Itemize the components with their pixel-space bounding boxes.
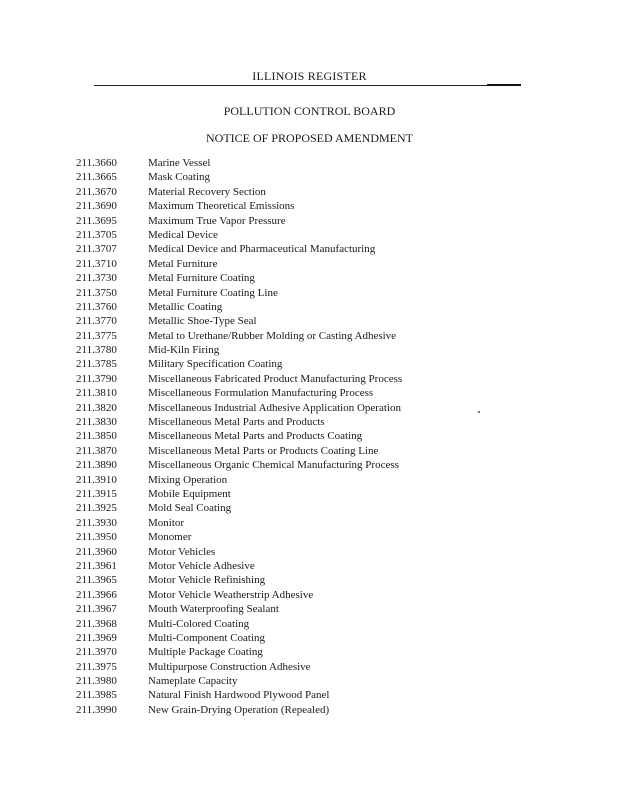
section-number: 211.3790 [76, 372, 117, 385]
section-number: 211.3910 [76, 473, 117, 486]
definition-row [76, 429, 496, 443]
definition-row [76, 645, 496, 659]
definition-row [76, 444, 496, 458]
definition-row [76, 688, 496, 702]
section-number: 211.3969 [76, 631, 117, 644]
definition-row [76, 199, 496, 213]
scan-speck [478, 411, 480, 413]
section-number: 211.3695 [76, 214, 117, 227]
definition-term: Mask Coating [148, 171, 211, 184]
section-number: 211.3710 [76, 257, 117, 270]
definition-row [76, 386, 496, 400]
section-number: 211.3770 [76, 315, 117, 328]
section-number: 211.3930 [76, 516, 117, 529]
definition-row [76, 573, 496, 587]
section-number: 211.3975 [76, 660, 117, 673]
section-number: 211.3870 [76, 444, 117, 457]
section-number: 211.3950 [76, 531, 117, 544]
definition-term: Mid-Kiln Firing [148, 344, 220, 357]
header-rule [94, 85, 487, 86]
definition-term: Multi-Colored Coating [148, 617, 250, 630]
definition-row [76, 703, 496, 717]
section-number: 211.3670 [76, 185, 117, 198]
definition-term: Mold Seal Coating [148, 502, 232, 515]
definition-term: Maximum True Vapor Pressure [148, 214, 286, 227]
definition-row [76, 286, 496, 300]
definition-row [76, 473, 496, 487]
section-number: 211.3961 [76, 559, 117, 572]
definition-term: Motor Vehicle Adhesive [148, 559, 255, 572]
section-number: 211.3985 [76, 689, 117, 702]
definition-term: Miscellaneous Metal Parts or Products Coating Line [148, 444, 379, 457]
definition-row [76, 372, 496, 386]
definition-row [76, 631, 496, 645]
definition-row [76, 329, 496, 343]
section-number: 211.3890 [76, 459, 117, 472]
definition-term: Multiple Package Coating [148, 646, 263, 659]
definition-term: Material Recovery Section [148, 185, 266, 198]
definition-row [76, 617, 496, 631]
definition-term: Military Specification Coating [148, 358, 283, 371]
definition-term: Marine Vessel [148, 157, 211, 169]
definition-term: Metal Furniture Coating Line [148, 286, 278, 299]
definition-row [76, 602, 496, 616]
section-number: 211.3780 [76, 344, 117, 357]
definition-row [76, 343, 496, 357]
definition-row [76, 545, 496, 559]
definition-row [76, 242, 496, 256]
definition-term: Motor Vehicle Weatherstrip Adhesive [148, 588, 314, 601]
definition-row [76, 415, 496, 429]
definition-term: Metal Furniture [148, 257, 218, 270]
definition-term: Motor Vehicle Refinishing [148, 574, 266, 587]
definition-row [76, 214, 496, 228]
definition-row [76, 501, 496, 515]
definition-row [76, 314, 496, 328]
section-number: 211.3810 [76, 387, 117, 400]
section-number: 211.3690 [76, 200, 117, 213]
definition-term: Mouth Waterproofing Sealant [148, 603, 279, 616]
definition-term: Miscellaneous Metal Parts and Products [148, 416, 325, 429]
definition-term: Metal Furniture Coating [148, 272, 255, 285]
definition-term: Monomer [148, 531, 192, 544]
definition-term: Miscellaneous Fabricated Product Manufacturing Process [148, 372, 403, 385]
agency-name: POLLUTION CONTROL BOARD [223, 104, 396, 118]
section-number: 211.3980 [76, 675, 117, 688]
section-number: 211.3850 [76, 430, 117, 443]
section-number: 211.3665 [76, 171, 117, 184]
section-number: 211.3760 [76, 300, 117, 313]
definition-term: Medical Device [148, 228, 218, 241]
definition-row [76, 228, 496, 242]
section-number: 211.3966 [76, 588, 117, 601]
definition-term: Metallic Shoe-Type Seal [148, 315, 257, 328]
section-number: 211.3730 [76, 272, 117, 285]
definition-row [76, 487, 496, 501]
section-number: 211.3660 [76, 157, 117, 169]
definition-row [76, 170, 496, 184]
definition-term: Metal to Urethane/Rubber Molding or Casting Adhesive [148, 329, 397, 342]
register-title: ILLINOIS REGISTER [252, 69, 367, 83]
section-number: 211.3707 [76, 243, 117, 256]
definition-term: Medical Device and Pharmaceutical Manufacturing [148, 243, 376, 256]
section-number: 211.3705 [76, 228, 117, 241]
header-rule-thick [487, 84, 521, 86]
definition-term: Nameplate Capacity [148, 675, 238, 688]
definitions-list [76, 156, 496, 717]
definition-term: Maximum Theoretical Emissions [148, 200, 295, 213]
definition-row [76, 156, 496, 170]
section-number: 211.3830 [76, 416, 117, 429]
definition-term: Multipurpose Construction Adhesive [148, 660, 311, 673]
definition-term: Mixing Operation [148, 473, 228, 486]
section-number: 211.3915 [76, 487, 117, 500]
section-number: 211.3925 [76, 502, 117, 515]
section-number: 211.3965 [76, 574, 117, 587]
definition-row [76, 530, 496, 544]
section-number: 211.3820 [76, 401, 117, 414]
definition-row [76, 185, 496, 199]
definition-row [76, 357, 496, 371]
definition-row [76, 300, 496, 314]
section-number: 211.3960 [76, 545, 117, 558]
definition-row [76, 458, 496, 472]
section-number: 211.3775 [76, 329, 117, 342]
definition-term: Natural Finish Hardwood Plywood Panel [148, 689, 330, 702]
definition-term: Multi-Component Coating [148, 631, 266, 644]
definition-term: Metallic Coating [148, 300, 223, 313]
section-number: 211.3750 [76, 286, 117, 299]
notice-title: NOTICE OF PROPOSED AMENDMENT [205, 131, 414, 145]
definition-term: Monitor [148, 516, 185, 529]
definition-row [76, 516, 496, 530]
definition-row [76, 588, 496, 602]
definition-term: Miscellaneous Industrial Adhesive Application Operation [148, 401, 401, 414]
definition-row [76, 559, 496, 573]
definition-term: Miscellaneous Organic Chemical Manufacturing Process [148, 459, 399, 472]
section-number: 211.3785 [76, 358, 117, 371]
definition-term: New Grain-Drying Operation (Repealed) [148, 703, 330, 716]
definition-row [76, 674, 496, 688]
definition-term: Miscellaneous Metal Parts and Products Coating [148, 430, 363, 443]
section-number: 211.3970 [76, 646, 117, 659]
definition-row [76, 257, 496, 271]
section-number: 211.3968 [76, 617, 117, 630]
definition-row [76, 401, 496, 415]
section-number: 211.3967 [76, 603, 117, 616]
definition-term: Mobile Equipment [148, 487, 231, 500]
definition-term: Miscellaneous Formulation Manufacturing Process [148, 387, 374, 400]
definition-term: Motor Vehicles [148, 545, 216, 558]
section-number: 211.3990 [76, 703, 117, 716]
definition-row [76, 271, 496, 285]
definition-row [76, 660, 496, 674]
